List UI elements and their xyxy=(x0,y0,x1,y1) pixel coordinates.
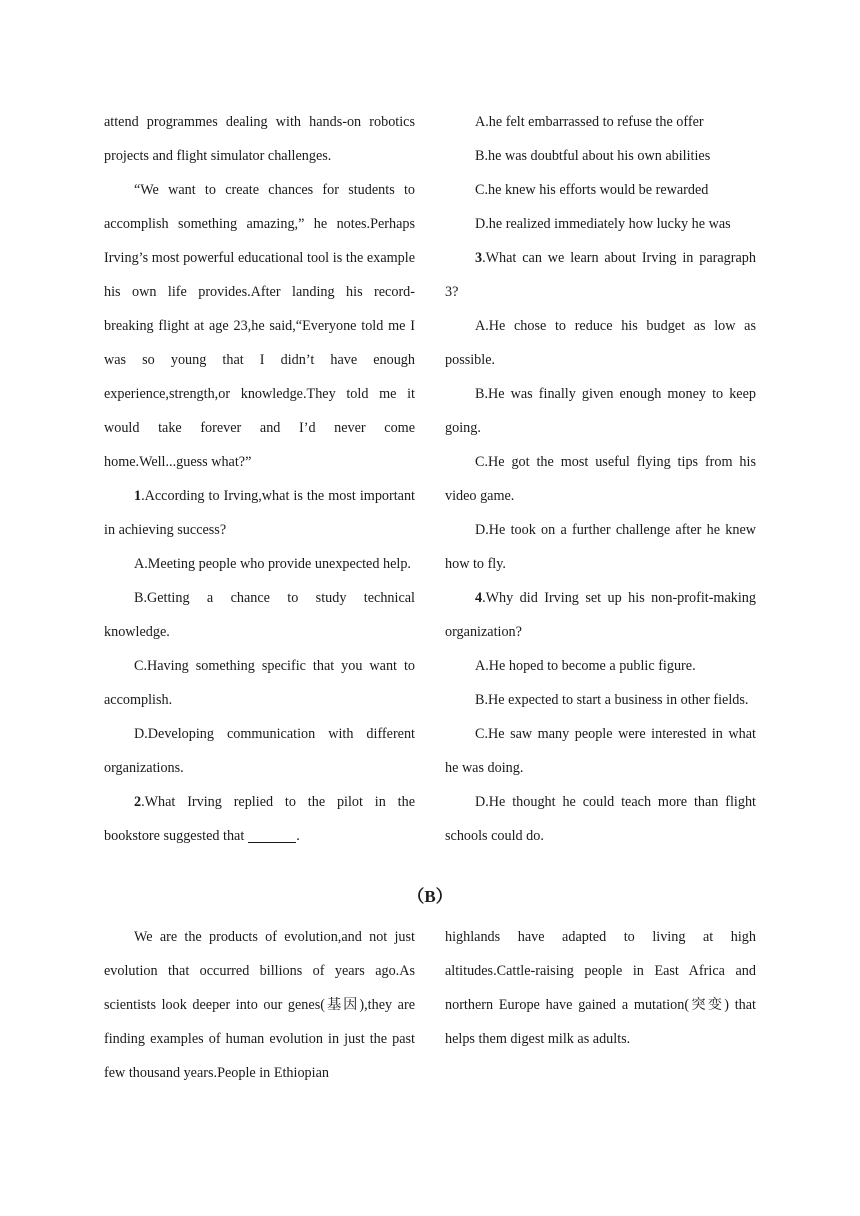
section-heading: （B） xyxy=(407,887,453,906)
option: D.He took on a further challenge after he knew how to fly. xyxy=(445,522,756,572)
question-4 xyxy=(445,581,756,649)
option: A.he felt embarrassed to refuse the offer xyxy=(475,114,704,130)
option: B.Getting a chance to study technical knowledge. xyxy=(104,590,415,640)
question-text: .What can we learn about Irving in paragraph 3? xyxy=(445,250,756,300)
answer-blank xyxy=(248,826,296,843)
question-number: 4 xyxy=(475,590,483,606)
question-text: .Why did Irving set up his non-profit-making organization? xyxy=(445,590,756,640)
question-number: 3 xyxy=(475,250,483,266)
paragraph: “We want to create chances for students to accomplish something amazing,” he notes.Perhaps Irving’s most powerful educational tool is the example his own life provides.After landing his record-breaking flight at age 23,he said,“Everyone told me I was so young that I didn’t have enough experience,strength,or knowledge.They told me it would take forever and I’d never come home.Well...guess what?” xyxy=(104,182,415,470)
section-b-right-column xyxy=(445,920,756,1056)
option: C.He got the most useful flying tips from his video game. xyxy=(445,454,756,504)
question-end: . xyxy=(296,828,300,844)
left-column xyxy=(104,105,415,853)
question-number: 2 xyxy=(134,794,142,810)
option: C.Having something specific that you want to accomplish. xyxy=(104,658,415,708)
question-2 xyxy=(104,785,415,853)
paragraph: We are the products of evolution,and not just evolution that occurred billions of years ago.As scientists look deeper into our genes(基因),they are finding examples of human evolution in just the past few thousand years.People in Ethiopian xyxy=(104,929,415,1081)
option: B.He expected to start a business in other fields. xyxy=(475,692,749,708)
option: A.He chose to reduce his budget as low as possible. xyxy=(445,318,756,368)
option: C.he knew his efforts would be rewarded xyxy=(475,182,709,198)
option: B.He was finally given enough money to keep going. xyxy=(445,386,756,436)
question-1 xyxy=(104,479,415,547)
question-text: .According to Irving,what is the most important in achieving success? xyxy=(104,488,415,538)
option: D.he realized immediately how lucky he was xyxy=(475,216,731,232)
option: B.he was doubtful about his own abilities xyxy=(475,148,711,164)
section-b-left-column xyxy=(104,920,415,1090)
option: D.Developing communication with different organizations. xyxy=(104,726,415,776)
question-3 xyxy=(445,241,756,309)
question-number: 1 xyxy=(134,488,142,504)
question-text: .What Irving replied to the pilot in the bookstore suggested that xyxy=(104,794,415,844)
option: A.He hoped to become a public figure. xyxy=(475,658,696,674)
paragraph: highlands have adapted to living at high altitudes.Cattle-raising people in East Africa and northern Europe have gained a mutation(突变) that helps them digest milk as adults. xyxy=(445,929,756,1047)
option: D.He thought he could teach more than flight schools could do. xyxy=(445,794,756,844)
right-column xyxy=(445,105,756,853)
option: C.He saw many people were interested in what he was doing. xyxy=(445,726,756,776)
option: A.Meeting people who provide unexpected help. xyxy=(134,556,411,572)
paragraph: attend programmes dealing with hands-on robotics projects and flight simulator challenges. xyxy=(104,114,415,164)
